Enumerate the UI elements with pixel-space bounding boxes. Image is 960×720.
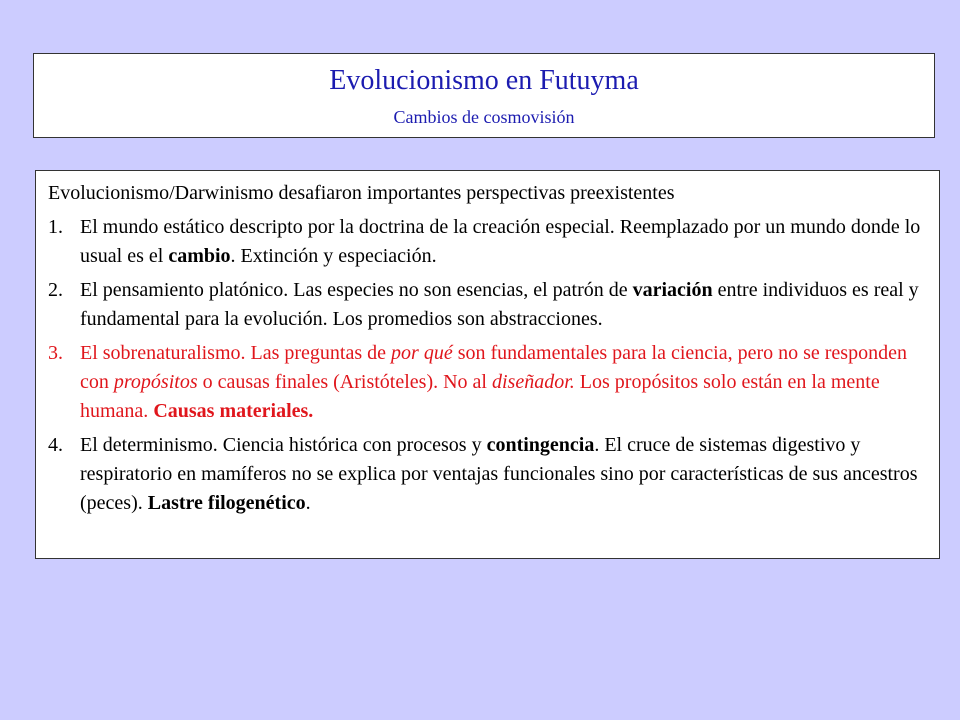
italic-text: diseñador. <box>491 371 575 393</box>
list-item-text <box>80 431 927 518</box>
list-item-number: 3. <box>48 342 63 364</box>
list-item-text <box>80 339 927 426</box>
list-item-text <box>80 276 927 334</box>
italic-text: por qué <box>391 342 453 364</box>
text-segment: El mundo estático descripto por la doctrina de la creación especial. Reemplazado por un mundo donde lo usual es el <box>80 216 921 267</box>
list-item-number: 4. <box>48 434 63 456</box>
item-list <box>48 213 927 518</box>
list-item-2 <box>48 276 927 334</box>
title-box <box>33 53 935 138</box>
intro-text: Evolucionismo/Darwinismo desafiaron importantes perspectivas preexistentes <box>48 182 675 204</box>
bold-text: Lastre filogenético <box>147 492 306 514</box>
list-item-1 <box>48 213 927 271</box>
content-box <box>35 170 940 559</box>
text-segment: o causas finales (Aristóteles). No al <box>197 371 492 393</box>
text-segment: El determinismo. Ciencia histórica con procesos y <box>80 434 487 456</box>
text-segment: El sobrenaturalismo. Las preguntas de <box>80 342 392 364</box>
text-segment: son fundamentales para la ciencia, pero no se responden con <box>80 342 907 393</box>
slide-title: Evolucionismo en Futuyma <box>329 65 639 96</box>
text-segment: entre individuos es real y fundamental para la evolución. Los promedios son abstracciones. <box>80 279 919 330</box>
list-item-3 <box>48 339 927 426</box>
list-item-4 <box>48 431 927 518</box>
bold-text: Causas materiales. <box>153 400 314 422</box>
bold-text: cambio <box>168 245 231 267</box>
bold-text: variación <box>632 279 713 301</box>
slide-subtitle: Cambios de cosmovisión <box>393 107 575 127</box>
list-item-number: 1. <box>48 216 63 238</box>
italic-text: propósitos <box>113 371 198 393</box>
text-segment: . <box>305 492 311 514</box>
text-segment: El pensamiento platónico. Las especies no son esencias, el patrón de <box>80 279 633 301</box>
list-item-number: 2. <box>48 279 63 301</box>
text-segment: . Extinción y especiación. <box>230 245 437 267</box>
text-segment: . El cruce de sistemas digestivo y respiratorio en mamíferos no se explica por ventajas funcionales sino por características de sus ancestros (peces). <box>80 434 918 514</box>
list-item-text <box>80 213 927 271</box>
bold-text: contingencia <box>486 434 595 456</box>
text-segment: Los propósitos solo están en la mente humana. <box>80 371 880 422</box>
